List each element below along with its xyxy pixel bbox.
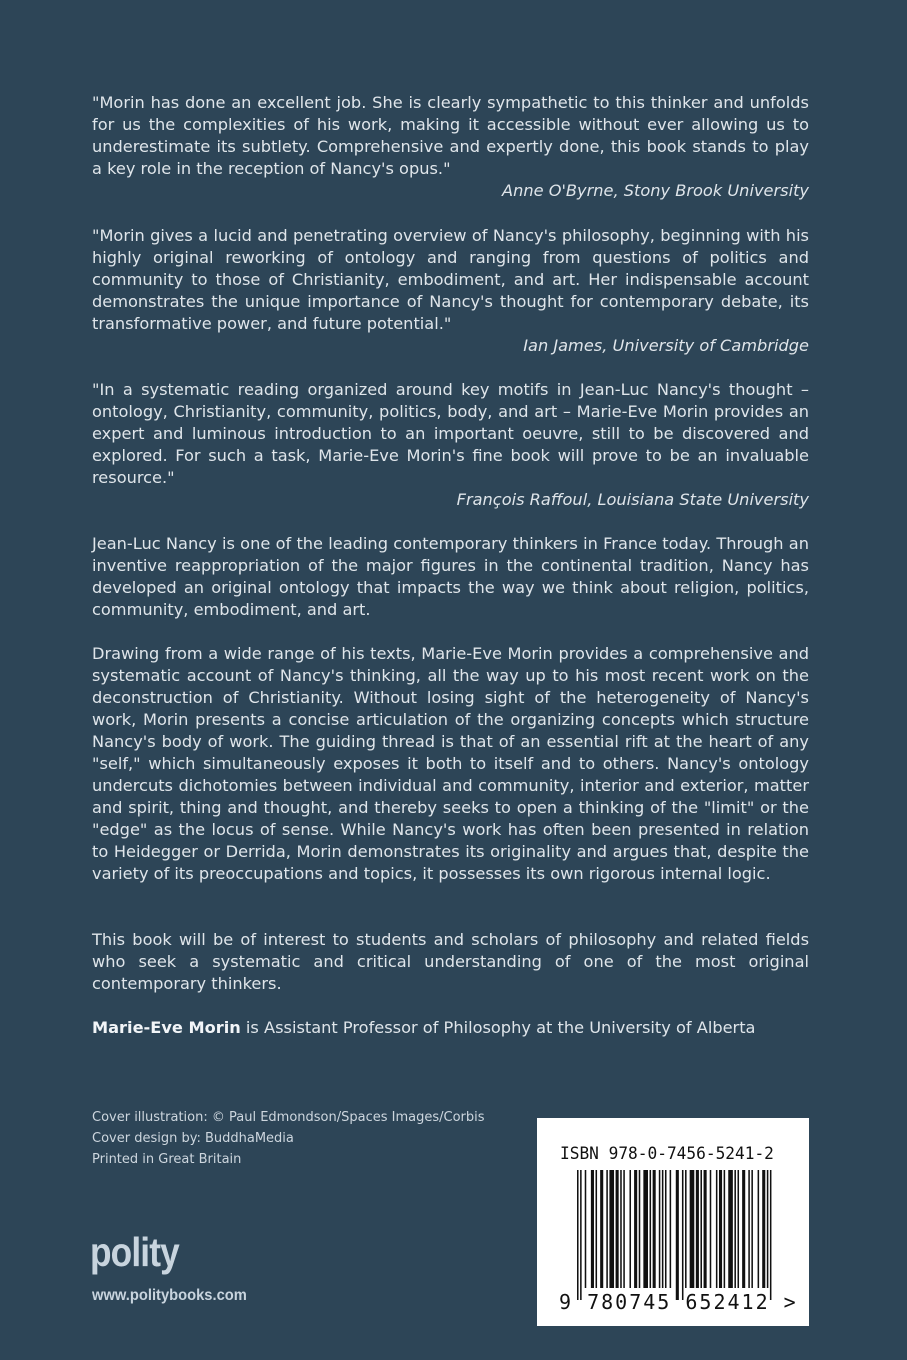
paragraph-text: This book will be of interest to students and scholars of philosophy and related fields who seek a systematic and critical understanding of one of the most original contemporary thinkers. — [92, 930, 809, 993]
isbn-label: ISBN 978-0-7456-5241-2 — [560, 1144, 774, 1164]
description-paragraph-1 — [92, 533, 809, 621]
barcode-icon — [577, 1170, 773, 1300]
printed-in-credit: Printed in Great Britain — [92, 1152, 242, 1167]
barcode-box — [537, 1118, 809, 1326]
barcode-bar — [742, 1170, 745, 1288]
barcode-bar — [716, 1170, 718, 1288]
barcode-bar — [634, 1170, 637, 1288]
quote-text: "In a systematic reading organized around key motifs in Jean-Luc Nancy's thought – ontology, Christianity, community, politics, body, and art – Marie-Eve Morin provides an expert and luminous introduction to an important oeuvre, still to be discovered and explored. For such a task, Marie-Eve Morin's fine book will prove to be an invaluable resource." — [92, 380, 809, 487]
barcode-bar — [606, 1170, 608, 1288]
barcode-bar — [676, 1170, 679, 1300]
barcode-bar — [728, 1170, 733, 1288]
barcode-bar — [580, 1170, 582, 1300]
barcode-bar — [738, 1170, 740, 1288]
publisher-website: www.politybooks.com — [92, 1287, 247, 1304]
barcode-bar — [704, 1170, 707, 1288]
barcode-bar — [665, 1170, 667, 1288]
barcode-bar — [609, 1170, 614, 1288]
paragraph-text: Jean-Luc Nancy is one of the leading contemporary thinkers in France today. Through an inventive reappropriation of the major figures in the continental tradition, Nancy has developed an original ontology that impacts the way we think about religion, politics, community, embodiment, and art. — [92, 534, 809, 619]
barcode-bar — [620, 1170, 622, 1288]
barcode-bar — [762, 1170, 765, 1288]
quote-attribution: François Raffoul, Louisiana State University — [456, 490, 809, 509]
quote-2 — [92, 225, 809, 357]
barcode-bar — [719, 1170, 722, 1288]
barcode-bar — [767, 1170, 769, 1288]
barcode-bar — [751, 1170, 753, 1288]
description-paragraph-2 — [92, 643, 809, 885]
barcode-bar — [685, 1170, 687, 1288]
barcode-bar — [662, 1170, 664, 1288]
barcode-bar — [629, 1170, 631, 1288]
barcode-bar — [623, 1170, 625, 1288]
author-bio — [92, 1017, 809, 1039]
barcode-bar — [650, 1170, 652, 1288]
barcode-bar — [600, 1170, 603, 1288]
author-name: Marie-Eve Morin — [92, 1018, 241, 1037]
barcode-digits: 9 780745 652412 > — [559, 1290, 798, 1314]
quote-1 — [92, 92, 809, 202]
cover-illustration-credit: Cover illustration: © Paul Edmondson/Spaces Images/Corbis — [92, 1110, 485, 1125]
quote-attribution: Anne O'Byrne, Stony Brook University — [502, 181, 809, 200]
quote-3 — [92, 379, 809, 511]
barcode-bar — [639, 1170, 641, 1288]
description-paragraph-3 — [92, 929, 809, 995]
barcode-bar — [682, 1170, 684, 1300]
barcode-bar — [670, 1170, 672, 1288]
quote-text: "Morin gives a lucid and penetrating overview of Nancy's philosophy, beginning with his highly original reworking of ontology and ranging from questions of politics and community to those of Christianity, embodiment, and art. Her indispensable account demonstrates the unique importance of Nancy's thought for contemporary debate, its transformative power, and future potential." — [92, 226, 809, 333]
cover-credits — [92, 1107, 485, 1170]
barcode-bar — [591, 1170, 594, 1288]
barcode-bar — [770, 1170, 772, 1300]
barcode-bar — [748, 1170, 750, 1288]
polity-logo: polity — [90, 1229, 179, 1275]
quote-attribution: Ian James, University of Cambridge — [523, 336, 809, 355]
barcode-bar — [596, 1170, 598, 1288]
paragraph-text: Drawing from a wide range of his texts, Marie-Eve Morin provides a comprehensive and systematic account of Nancy's thinking, all the way up to his most recent work on the deconstruction of Christianity. Without losing sight of the heterogeneity of Nancy's work, Morin presents a concise articulation of the organizing concepts which structure Nancy's body of work. The guiding thread is that of an essential rift at the heart of any "self," which simultaneously exposes it both to itself and to others. Nancy's ontology undercuts dichotomies between individual and community, interior and exterior, matter and spirit, thing and thought, and thereby seeks to open a thinking of the "limit" or the "edge" as the locus of sense. While Nancy's work has often been presented in relation to Heidegger or Derrida, Morin demonstrates its originality and argues that, despite the variety of its preoccupations and topics, it possesses its own rigorous internal logic. — [92, 644, 809, 883]
barcode-bar — [577, 1170, 579, 1300]
barcode-bar — [700, 1170, 702, 1288]
barcode-bar — [585, 1170, 587, 1288]
barcode-bar — [659, 1170, 661, 1288]
barcode-bar — [616, 1170, 619, 1288]
barcode-bar — [710, 1170, 712, 1288]
barcode-bar — [653, 1170, 656, 1288]
barcode-bar — [696, 1170, 699, 1288]
barcode-bar — [643, 1170, 648, 1288]
cover-design-credit: Cover design by: BuddhaMedia — [92, 1131, 294, 1146]
barcode-bar — [690, 1170, 695, 1288]
barcode-bar — [758, 1170, 760, 1288]
author-bio-text: is Assistant Professor of Philosophy at the University of Alberta — [240, 1018, 756, 1037]
barcode-bar — [734, 1170, 736, 1288]
barcode-bar — [724, 1170, 726, 1288]
quote-text: "Morin has done an excellent job. She is clearly sympathetic to this thinker and unfolds for us the complexities of his work, making it accessible without ever allowing us to underestimate its subtlety. Comprehensive and expertly done, this book stands to play a key role in the reception of Nancy's opus." — [92, 93, 809, 178]
